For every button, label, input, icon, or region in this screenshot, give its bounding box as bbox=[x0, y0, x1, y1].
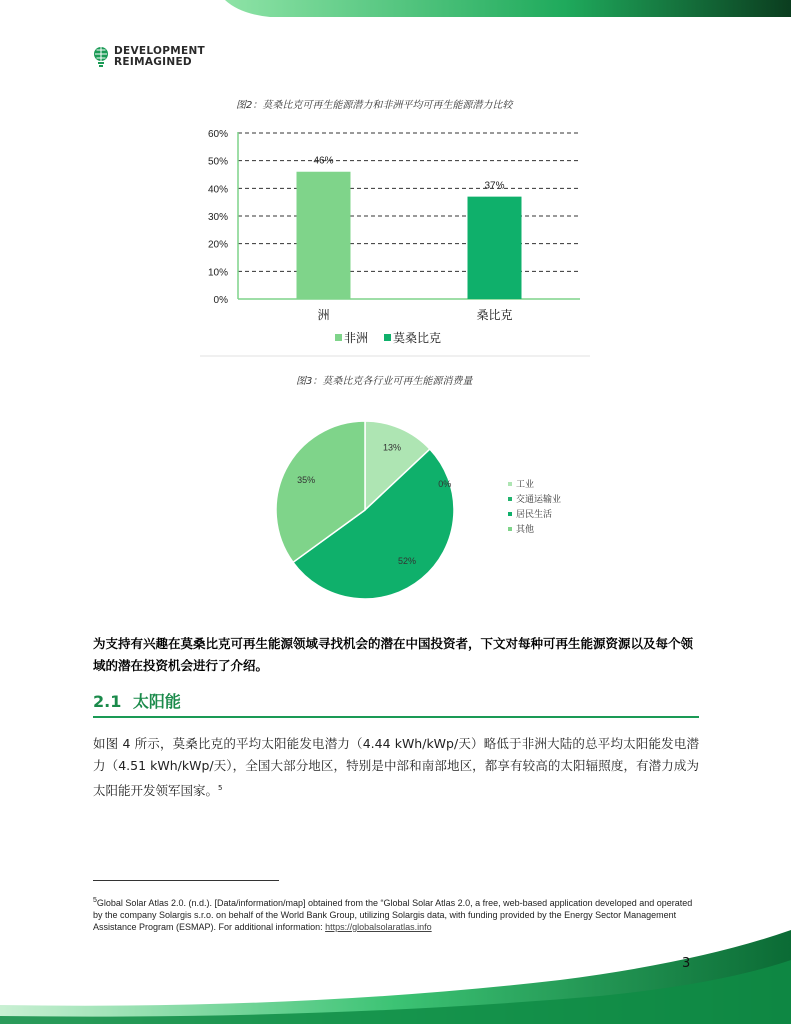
bar bbox=[468, 197, 522, 299]
section-heading bbox=[93, 689, 181, 712]
footnote-marker: 5 bbox=[93, 897, 97, 904]
bar-data-label: 37% bbox=[484, 180, 505, 192]
footnote-link[interactable]: https://globalsolaratlas.info bbox=[325, 922, 432, 932]
page-number: 3 bbox=[682, 956, 691, 971]
legend-label: 居民生活 bbox=[516, 510, 553, 520]
footer-decoration bbox=[0, 900, 791, 1024]
legend-label: 非洲 bbox=[344, 331, 369, 345]
intro-bold-paragraph: 为支持有兴趣在莫桑比克可再生能源领域寻找机会的潜在中国投资者，下文对每种可再生能源资源以及每个领域的潜在投资机会进行了介绍。 bbox=[93, 636, 694, 673]
legend-swatch bbox=[508, 527, 512, 531]
legend-swatch bbox=[384, 334, 391, 341]
bar-chart-categories bbox=[317, 308, 512, 322]
pie-data-label: 52% bbox=[398, 555, 417, 566]
category-label: 桑比克 bbox=[476, 308, 513, 322]
y-tick-label: 60% bbox=[207, 129, 228, 140]
legend-label: 其他 bbox=[516, 525, 535, 535]
pie-data-label: 13% bbox=[382, 442, 402, 453]
legend-swatch bbox=[508, 512, 512, 516]
pie-data-label: 0% bbox=[438, 478, 452, 489]
bar-data-label: 46% bbox=[313, 155, 334, 167]
y-tick-label: 50% bbox=[207, 156, 228, 168]
legend-swatch bbox=[508, 482, 512, 486]
lightbulb-globe-icon bbox=[92, 46, 110, 68]
bar-chart-grid bbox=[238, 133, 580, 299]
y-tick-label: 10% bbox=[207, 267, 228, 279]
category-label: 洲 bbox=[317, 308, 330, 322]
figure-2-caption: 图2：莫桑比克可再生能源潜力和非洲平均可再生能源潜力比较 bbox=[236, 100, 513, 111]
footnote-text: Global Solar Atlas 2.0. (n.d.). [Data/information/map] obtained from the “Global Solar Atlas 2.0, a free, web-based application developed and operated by the company Solargis s.r.o. on behalf of the World Bank Group, utilizing Solargis data, with funding provided by the Energy Sector Management Assistance Program (ESMAP). For additional information: bbox=[93, 898, 693, 932]
pie-chart bbox=[270, 415, 570, 605]
header-decoration bbox=[0, 0, 791, 20]
legend-swatch bbox=[335, 334, 342, 341]
y-tick-label: 30% bbox=[207, 212, 228, 223]
legend-label: 莫桑比克 bbox=[393, 331, 442, 345]
logo-wordmark bbox=[114, 46, 205, 68]
logo-line-1: DEVELOPMENT bbox=[114, 45, 205, 57]
y-tick-label: 40% bbox=[207, 184, 228, 196]
bar-chart-bars bbox=[297, 156, 522, 299]
bar-chart bbox=[200, 122, 590, 358]
bar-chart-y-ticks bbox=[208, 129, 228, 306]
logo-line-2: REIMAGINED bbox=[114, 56, 192, 68]
solar-paragraph bbox=[93, 733, 699, 802]
pie-chart-slices bbox=[276, 421, 454, 599]
bar bbox=[297, 172, 351, 299]
pie-data-label: 35% bbox=[297, 475, 316, 486]
y-tick-label: 0% bbox=[213, 295, 228, 306]
footnote-reference[interactable]: 5 bbox=[218, 784, 223, 792]
legend-swatch bbox=[508, 497, 512, 501]
pie-chart-legend bbox=[508, 478, 561, 535]
legend-label: 交通运输业 bbox=[516, 495, 562, 505]
solar-paragraph-text: 如图 4 所示，莫桑比克的平均太阳能发电潜力（4.44 kWh/kWp/天）略低于非洲大陆的总平均太阳能发电潜力（4.51 kWh/kWp/天），全国大部分地区，特别是中部和南部地区，都享有较高的太阳辐照度，有潜力成为太阳能开发领军国家。 bbox=[93, 736, 699, 799]
section-title: 太阳能 bbox=[132, 692, 181, 711]
footnote-separator bbox=[93, 880, 279, 881]
figure-3-caption: 图3：莫桑比克各行业可再生能源消费量 bbox=[296, 376, 473, 387]
y-tick-label: 20% bbox=[207, 239, 228, 251]
section-number: 2.1 bbox=[93, 692, 122, 711]
legend-label: 工业 bbox=[516, 480, 535, 490]
bar-chart-legend bbox=[335, 330, 441, 345]
section-rule bbox=[93, 716, 699, 718]
